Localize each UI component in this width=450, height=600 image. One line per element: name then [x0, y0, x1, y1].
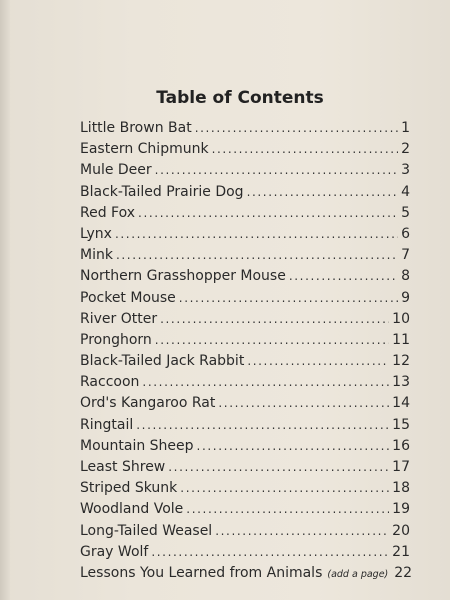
- toc-entry-note: (add a page): [327, 568, 389, 580]
- toc-entry-title: Black-Tailed Jack Rabbit: [80, 353, 245, 370]
- toc-entry-page-number: 18: [392, 480, 410, 497]
- toc-entry: [80, 118, 410, 139]
- dot-leader: [212, 139, 399, 160]
- toc-entry-page-number: 12: [392, 353, 410, 370]
- dot-leader: [195, 118, 398, 139]
- toc-entry-page-number: 1: [401, 120, 410, 136]
- dot-leader: [136, 415, 389, 436]
- toc-entry-page-number: 16: [392, 437, 410, 454]
- toc-entry: [80, 160, 410, 181]
- toc-entry-page-number: 8: [401, 268, 410, 285]
- toc-entry-title: Eastern Chipmunk: [80, 141, 209, 158]
- dot-leader: [218, 393, 389, 414]
- toc-entry-page-number: 17: [392, 459, 410, 475]
- dot-leader: [247, 351, 389, 372]
- toc-entry-title: Mink: [80, 247, 113, 264]
- toc-entry: [80, 415, 410, 436]
- toc-entry-title: Mountain Sheep: [80, 437, 194, 454]
- toc-entry: [80, 203, 410, 224]
- dot-leader: [155, 330, 389, 351]
- toc-entry: [80, 393, 410, 414]
- toc-entry: [80, 330, 410, 351]
- toc-entry-page-number: 2: [401, 141, 410, 158]
- toc-entry: [80, 288, 410, 309]
- toc-entry-page-number: 20: [392, 522, 410, 539]
- toc-entry-page-number: 6: [401, 225, 410, 242]
- toc-entry-title: Mule Deer: [80, 162, 152, 179]
- dot-leader: [116, 245, 398, 266]
- dot-leader: [186, 499, 389, 520]
- toc-entry-title: Northern Grasshopper Mouse: [80, 268, 286, 285]
- dot-leader: [180, 478, 389, 499]
- toc-entry-title: Black-Tailed Prairie Dog: [80, 183, 244, 200]
- page-title: Table of Contents: [156, 88, 324, 108]
- toc-entry-page-number: 19: [392, 501, 410, 518]
- dot-leader: [151, 542, 389, 563]
- toc-entry-title: Least Shrew: [80, 459, 166, 475]
- toc-entry-title: Lessons You Learned from Animals: [80, 564, 323, 581]
- toc-entry: [80, 457, 410, 478]
- toc-entry-page-number: 15: [392, 416, 410, 433]
- toc-entry-title: Pocket Mouse: [80, 289, 176, 306]
- toc-entry: [80, 372, 410, 393]
- toc-entry: [80, 563, 413, 584]
- toc-entry-page-number: 21: [392, 543, 410, 560]
- dot-leader: [168, 457, 389, 478]
- toc-entry-title: Raccoon: [80, 374, 140, 391]
- dot-leader: [179, 288, 398, 309]
- toc-entry-title: Pronghorn: [80, 331, 152, 348]
- toc-entry-page-number: 22: [394, 564, 413, 581]
- toc-entry: [80, 436, 410, 457]
- table-of-contents: [80, 118, 413, 584]
- toc-entry-page-number: 10: [392, 310, 410, 327]
- toc-entry-title: Lynx: [80, 225, 112, 242]
- toc-entry: [80, 224, 410, 245]
- dot-leader: [160, 309, 389, 330]
- toc-entry: [80, 182, 410, 203]
- toc-entry-page-number: 4: [401, 183, 410, 200]
- dot-leader: [142, 372, 389, 393]
- toc-entry-title: Gray Wolf: [80, 543, 149, 560]
- toc-entry-page-number: 11: [392, 331, 410, 348]
- toc-entry-page-number: 3: [401, 162, 410, 179]
- toc-entry: [80, 139, 410, 160]
- toc-entry: [80, 478, 410, 499]
- dot-leader: [155, 160, 398, 181]
- toc-entry-page-number: 13: [392, 374, 410, 391]
- toc-entry-page-number: 7: [401, 247, 410, 264]
- toc-entry: [80, 351, 410, 372]
- toc-entry-title: Long-Tailed Weasel: [80, 522, 213, 539]
- toc-entry: [80, 521, 410, 542]
- toc-entry-title: Little Brown Bat: [80, 120, 192, 136]
- toc-entry-page-number: 14: [392, 395, 410, 412]
- dot-leader: [115, 224, 398, 245]
- toc-entry-title: Ord's Kangaroo Rat: [80, 395, 216, 412]
- dot-leader: [197, 436, 390, 457]
- dot-leader: [289, 266, 398, 287]
- toc-entry-page-number: 9: [401, 289, 410, 306]
- toc-entry: [80, 499, 410, 520]
- toc-entry-title: Ringtail: [80, 416, 134, 433]
- dot-leader: [215, 521, 389, 542]
- toc-entry-title: Woodland Vole: [80, 501, 184, 518]
- toc-entry: [80, 245, 410, 266]
- toc-entry: [80, 309, 410, 330]
- toc-entry: [80, 266, 410, 287]
- toc-entry-title: River Otter: [80, 310, 158, 327]
- dot-leader: [247, 182, 399, 203]
- toc-entry-title: Red Fox: [80, 204, 136, 221]
- toc-entry-title: Striped Skunk: [80, 480, 178, 497]
- toc-entry: [80, 542, 410, 563]
- toc-entry-page-number: 5: [401, 204, 410, 221]
- dot-leader: [138, 203, 398, 224]
